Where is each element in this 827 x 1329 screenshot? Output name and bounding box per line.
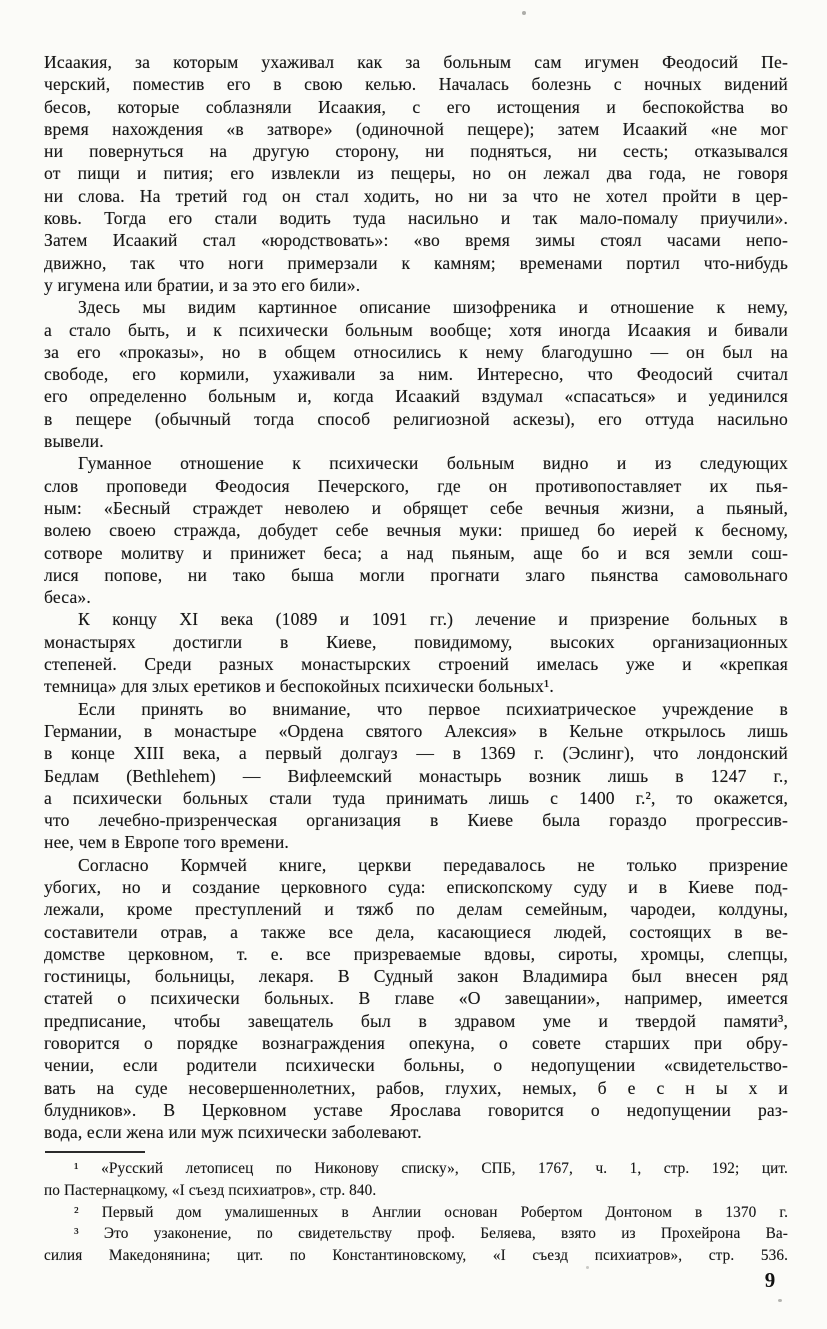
text-line: ² Первый дом умалишенных в Англии основан Робертом Донтоном в 1370 г. [74, 1203, 788, 1221]
text-line: от пищи и пития; его извлекли из пещеры, но он лежал два года, не говоря [44, 163, 788, 184]
text-line: убогих, но и создание церковного суда: епископскому суду и в Киеве под- [44, 876, 788, 897]
text-line: а психически больных стали туда принимать лишь с 1400 г.², то окажется, [44, 787, 788, 808]
text-line: за его «проказы», но в общем относились к нему благодушно — он был на [44, 341, 788, 362]
scan-speck [778, 1299, 782, 1302]
text-line: а стало быть, и к психически больным вообще; хотя иногда Исаакия и бивали [44, 319, 788, 340]
paragraph [44, 608, 788, 697]
text-line: волею своею стражда, добудет себе вечныя муки: пришед бо иерей к бесному, [44, 520, 788, 541]
text-line: Затем Исаакий стал «юродствовать»: «во время зимы стоял часами непо- [44, 230, 788, 251]
text-line: степеней. Среди разных монастырских строений имелась уже и «крепкая [44, 654, 788, 675]
text-line: слов проповеди Феодосия Печерского, где он противопоставляет их пья- [44, 475, 788, 496]
text-line: вода, если жена или муж психически заболевают. [44, 1122, 422, 1143]
footnote [44, 1158, 788, 1202]
text-line: бесов, которые соблазняли Исаакия, с его истощения и беспокойства во [44, 96, 788, 117]
scan-speck [522, 11, 526, 15]
text-line: Здесь мы видим картинное описание шизофреника и отношение к нему, [78, 297, 788, 318]
paragraph [44, 452, 788, 608]
text-line: беса». [44, 587, 91, 608]
text-line: лежали, кроме преступлений и тяжб по делам семейным, чародеи, колдуны, [44, 899, 788, 920]
text-line: что лечебно-призренческая организация в Киеве была гораздо прогрессив- [44, 810, 788, 831]
text-line: Если принять во внимание, что первое психиатрическое учреждение в [78, 698, 788, 719]
text-line: Исаакия, за которым ухаживал как за больным сам игумен Феодосий Пе- [44, 52, 788, 72]
text-line: блудников». В Церковном уставе Ярослава говорится о недопущении раз- [44, 1099, 788, 1120]
text-line: в пещере (обычный тогда способ религиозной аскезы), его оттуда насильно [44, 408, 788, 429]
page-number: 9 [764, 1268, 776, 1292]
text-line: гостиницы, больницы, лекаря. В Судный закон Владимира был внесен ряд [44, 966, 788, 987]
text-line: у игумена или братии, и за это его били». [44, 274, 361, 295]
footnote [44, 1202, 788, 1224]
body-text [44, 51, 788, 1144]
text-line: вать на суде несовершеннолетних, рабов, глухих, немых, б е с н ы х и [44, 1077, 788, 1098]
text-line: ³ Это узаконение, по свидетельству проф. Беляева, взято из Прохейрона Ва- [74, 1225, 788, 1243]
text-line: свободе, его кормили, ухаживали за ним. Интересно, что Феодосий считал [44, 364, 788, 385]
text-line: монастырях достигли в Киеве, повидимому, высоких организационных [44, 631, 788, 652]
footnote [44, 1223, 788, 1267]
text-line: черский, поместив его в свою келью. Началась болезнь с ночных видений [44, 74, 788, 95]
text-line: Бедлам (Bethlehem) — Вифлеемский монастырь возник лишь в 1247 г., [44, 765, 788, 786]
text-line: по Пастернацкому, «I съезд психиатров», стр. 840. [44, 1181, 377, 1199]
text-line: чении, если родители психически больны, о недопущении «свидетельство- [44, 1055, 788, 1076]
footnote-separator [45, 1151, 145, 1153]
text-line: вывели. [44, 431, 104, 452]
text-line: движно, так что ноги примерзали к камням; временами портил что-нибудь [44, 252, 788, 273]
text-line: лися попове, ни тако быша могли прогнати злаго пьянства самовольнаго [44, 564, 788, 585]
text-line: сотворе молитву и принижет беса; а над пьяным, аще бо и вся земли сош- [44, 542, 788, 563]
text-line: ковь. Тогда его стали водить туда насильно и так мало-помалу приучили». [44, 208, 788, 229]
text-line: Германии, в монастыре «Ордена святого Алексия» в Кельне открылось лишь [44, 720, 788, 741]
text-line: ни слова. На третий год он стал ходить, но ни за что не хотел пройти в цер- [44, 185, 788, 206]
text-line: нее, чем в Европе того времени. [44, 832, 289, 853]
text-line: статей о психически больных. В главе «О завещании», например, имеется [44, 988, 788, 1009]
text-line: предписание, чтобы завещатель был в здравом уме и твердой памяти³, [44, 1010, 788, 1031]
paragraph [44, 51, 788, 296]
text-line: силия Македонянина; цит. по Константиновскому, «I съезд психиатров», стр. 536. [44, 1247, 788, 1265]
paragraph [44, 296, 788, 452]
paragraph [44, 698, 788, 854]
footnotes [44, 1158, 788, 1267]
paragraph [44, 854, 788, 1144]
text-line: ¹ «Русский летописец по Никонову списку», СПБ, 1767, ч. 1, стр. 192; цит. [74, 1160, 788, 1177]
text-line: говорится о порядке вознаграждения опекуна, о совете старших при обру- [44, 1033, 788, 1054]
text-line: в конце XIII века, а первый долгауз — в 1369 г. (Эслинг), что лондонский [44, 743, 788, 764]
text-line: К концу XI века (1089 и 1091 гг.) лечение и призрение больных в [78, 609, 788, 630]
text-line: домстве церковном, т. е. все призреваемые вдовы, сироты, хромцы, слепцы, [44, 943, 788, 964]
text-line: время нахождения «в затворе» (одиночной пещере); затем Исаакий «не мог [44, 118, 788, 139]
text-line: составители отрав, а также все дела, касающиеся людей, состоящих в ве- [44, 921, 788, 942]
text-line: Согласно Кормчей книге, церкви передавалось не только призрение [78, 854, 788, 875]
text-line: ным: «Бесный страждет неволею и обрящет себе вечныя жизни, а пьяный, [44, 497, 788, 518]
text-line: темница» для злых еретиков и беспокойных психически больных¹. [44, 676, 554, 697]
text-line: Гуманное отношение к психически больным видно и из следующих [78, 453, 788, 474]
text-line: его определенно больным и, когда Исаакий вздумал «спасаться» и уединился [44, 386, 788, 407]
text-line: ни повернуться на другую сторону, ни подняться, ни сесть; отказывался [44, 141, 788, 162]
